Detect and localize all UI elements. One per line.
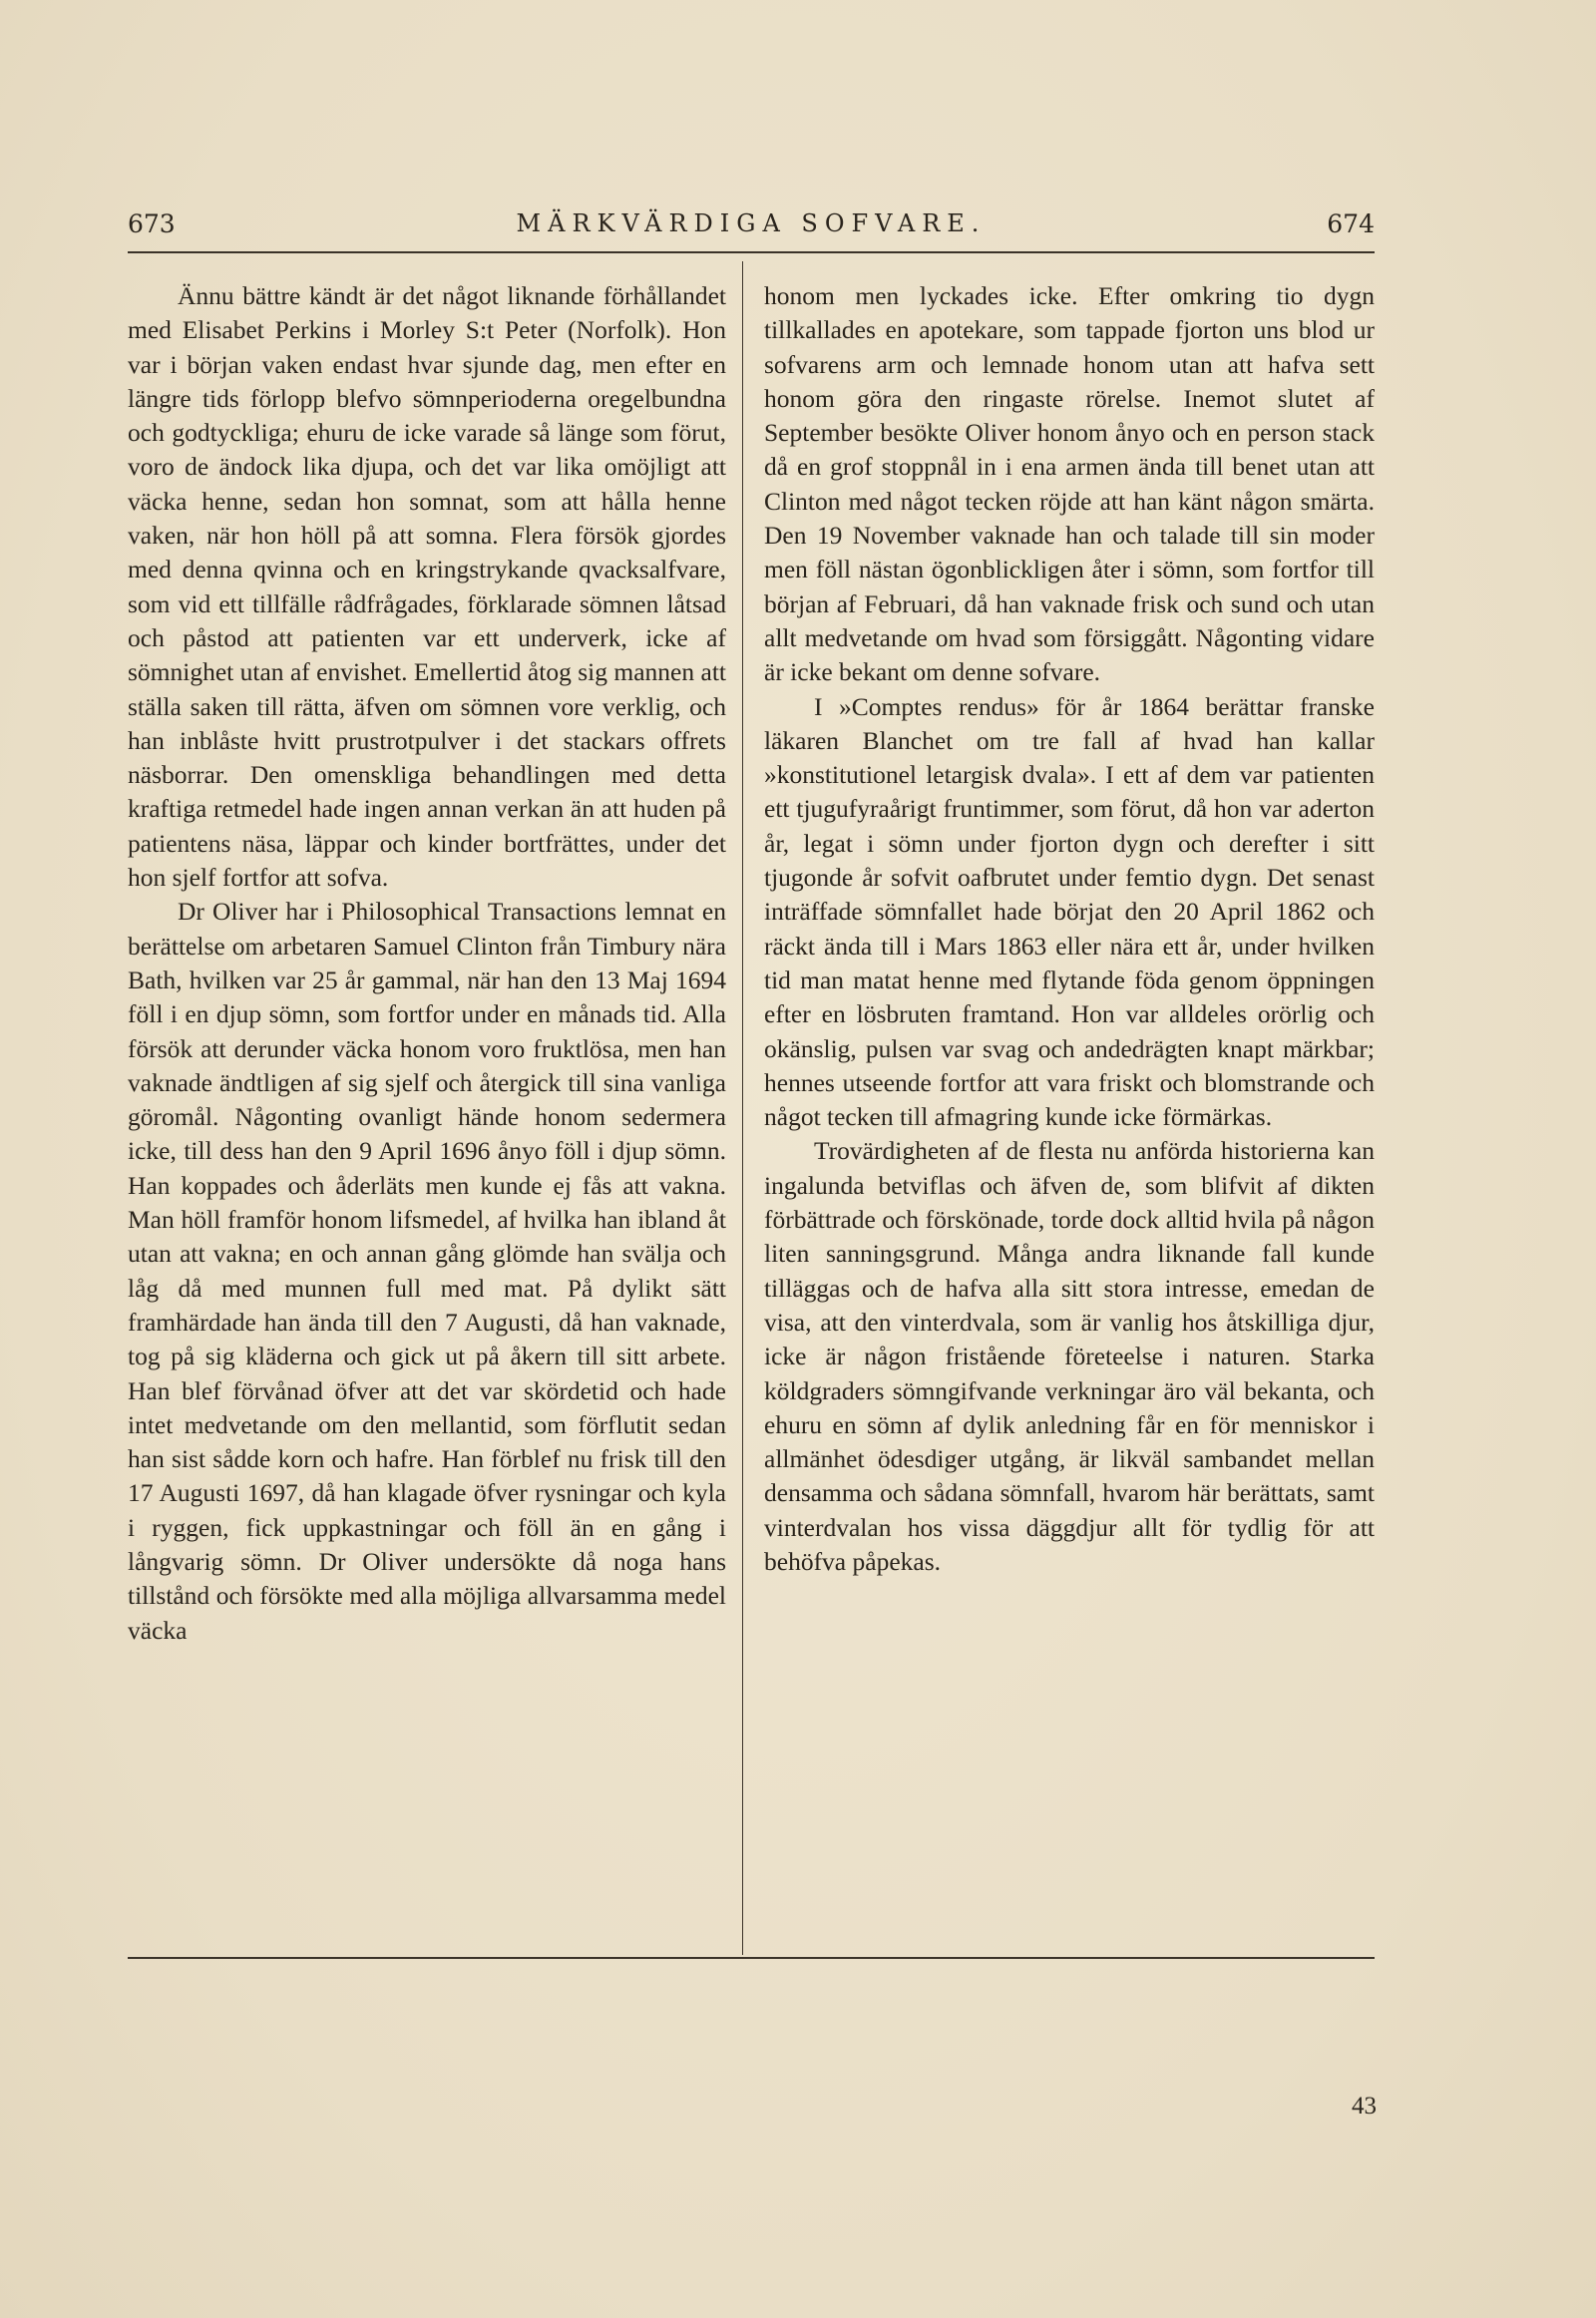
right-column (764, 279, 1375, 1579)
running-title: MÄRKVÄRDIGA SOFVARE. (516, 209, 987, 237)
paragraph-blanchet: I »Comptes rendus» för år 1864 berättar franske läkaren Blanchet om tre fall af hvad han kallar »konstitutionel letargisk dvala». I ett af dem var patienten ett tjugufyraårigt fruntimmer, som förut, då hon var aderton år, legat i sömn under fjorton dygn och derefter i sitt tjugonde år sofvit oafbrutet under femtio dygn. Det senast inträffade sömnfallet hade börjat den 20 April 1862 och räckt ända till i Mars 1863 eller nära ett år, under hvilken tid man matat henne med flytande föda genom öppningen efter en lösbruten framtand. Hon var alldeles orörlig och okänslig, pulsen var svag och andedrägten knapt märkbar; hennes utseende fortfor att vara friskt och blomstrande och något tecken till afmagring kunde icke förmärkas. (764, 691, 1375, 1132)
page-header (128, 209, 1375, 249)
signature-mark: 43 (1352, 2093, 1377, 2120)
paragraph-clinton: Dr Oliver har i Philosophical Transactions lemnat en berättelse om arbetaren Samuel Clinton från Timbury nära Bath, hvilken var 25 år gammal, när han den 13 Maj 1694 föll i en djup sömn, som fortfor under en månads tid. Alla försök att derunder väcka honom voro fruktlösa, men han vaknade ändtligen af sig sjelf och återgick till sina vanliga göromål. Någonting ovanligt hände honom sedermera icke, till dess han den 9 April 1696 ånyo föll i djup sömn. Han koppades och åderläts men kunde ej fås att vakna. Man höll framför honom lifsmedel, af hvilka han ibland åt utan att vakna; en och annan gång glömde han svälja och låg då med munnen full med mat. På dylikt sätt framhärdade han ända till den 7 Augusti, då han vaknade, tog på sig kläderna och gick ut på åkern till sitt arbete. Han blef förvånad öfver att det var skördetid och hade intet medvetande om den mellantid, som förflutit sedan han sist sådde korn och hafre. Han förblef nu frisk till den 17 Augusti 1697, då han klagade öfver rysningar och kyla i ryggen, fick uppkastningar och föll än en gång i långvarig sömn. Dr Oliver undersökte då noga hans tillstånd och försökte med alla möjliga allvarsamma medel väcka (128, 897, 726, 1645)
paragraph-conclusion: Trovärdigheten af de flesta nu anförda historierna kan ingalunda betviflas och äfven de, som blifvit af dikten förbättrade och förskönade, torde dock alltid hvila på någon liten sanningsgrund. Många andra liknande fall kunde tilläggas och de hafva alla sitt stora intresse, emedan de visa, att den vinterdvala, som är vanlig hos åtskilliga djur, icke är någon fristående företeelse i naturen. Starka köldgraders sömngifvande verkningar äro väl bekanta, och ehuru en sömn af dylik anledning får en för menniskor i allmänhet ödesdiger utgång, är likväl sambandet mellan densamma och sådana sömnfall, hvarom här berättats, samt vinterdvalan hos vissa däggdjur allt för tydlig för att behöfva påpekas. (764, 1136, 1375, 1576)
page-number-right: 674 (1327, 209, 1375, 238)
header-rule (128, 251, 1375, 253)
paragraph-perkins: Ännu bättre kändt är det något liknande förhållandet med Elisabet Perkins i Morley S:t Peter (Norfolk). Hon var i början vaken endast hvar sjunde dag, men efter en längre tids förlopp blefvo sömnperioderna oregelbundna och godtyckliga; ehuru de icke varade så länge som förut, voro de ändock lika djupa, och det var lika omöjligt att väcka henne, sedan hon somnat, som att hålla henne vaken, när hon höll på att somna. Flera försök gjordes med denna qvinna och en kringstrykande qvacksalfvare, som vid ett tillfälle rådfrågades, förklarade sömnen låtsad och påstod att patienten var ett underverk, icke af sömnighet utan af envishet. Emellertid åtog sig mannen att ställa saken till rätta, äfven om sömnen vore verklig, och han inblåste hvitt prustrotpulver i det stackars offrets näsborrar. Den omenskliga behandlingen med detta kraftiga retmedel hade ingen annan verkan än att huden på patientens näsa, läppar och kinder bortfrättes, under det hon sjelf fortfor att sofva. (128, 281, 726, 893)
footer-rule (128, 1957, 1375, 1959)
column-divider (742, 261, 743, 1955)
page-number-left: 673 (128, 209, 176, 238)
left-column (128, 279, 726, 1648)
paragraph-clinton-continued: honom men lyckades icke. Efter omkring tio dygn tillkallades en apotekare, som tappade fjorton uns blod ur sofvarens arm och lemnade honom utan att hafva sett honom göra den ringaste rörelse. Inemot slutet af September besökte Oliver honom ånyo och en person stack då en grof stoppnål in i ena armen ända till benet utan att Clinton med något tecken röjde att han känt någon smärta. Den 19 November vaknade han och talade till sin moder men föll nästan ögonblickligen åter i sömn, som fortfor till början af Februari, då han vaknade frisk och sund och utan allt medvetande om hvad som försiggått. Någonting vidare är icke bekant om denne sofvare. (764, 281, 1375, 687)
